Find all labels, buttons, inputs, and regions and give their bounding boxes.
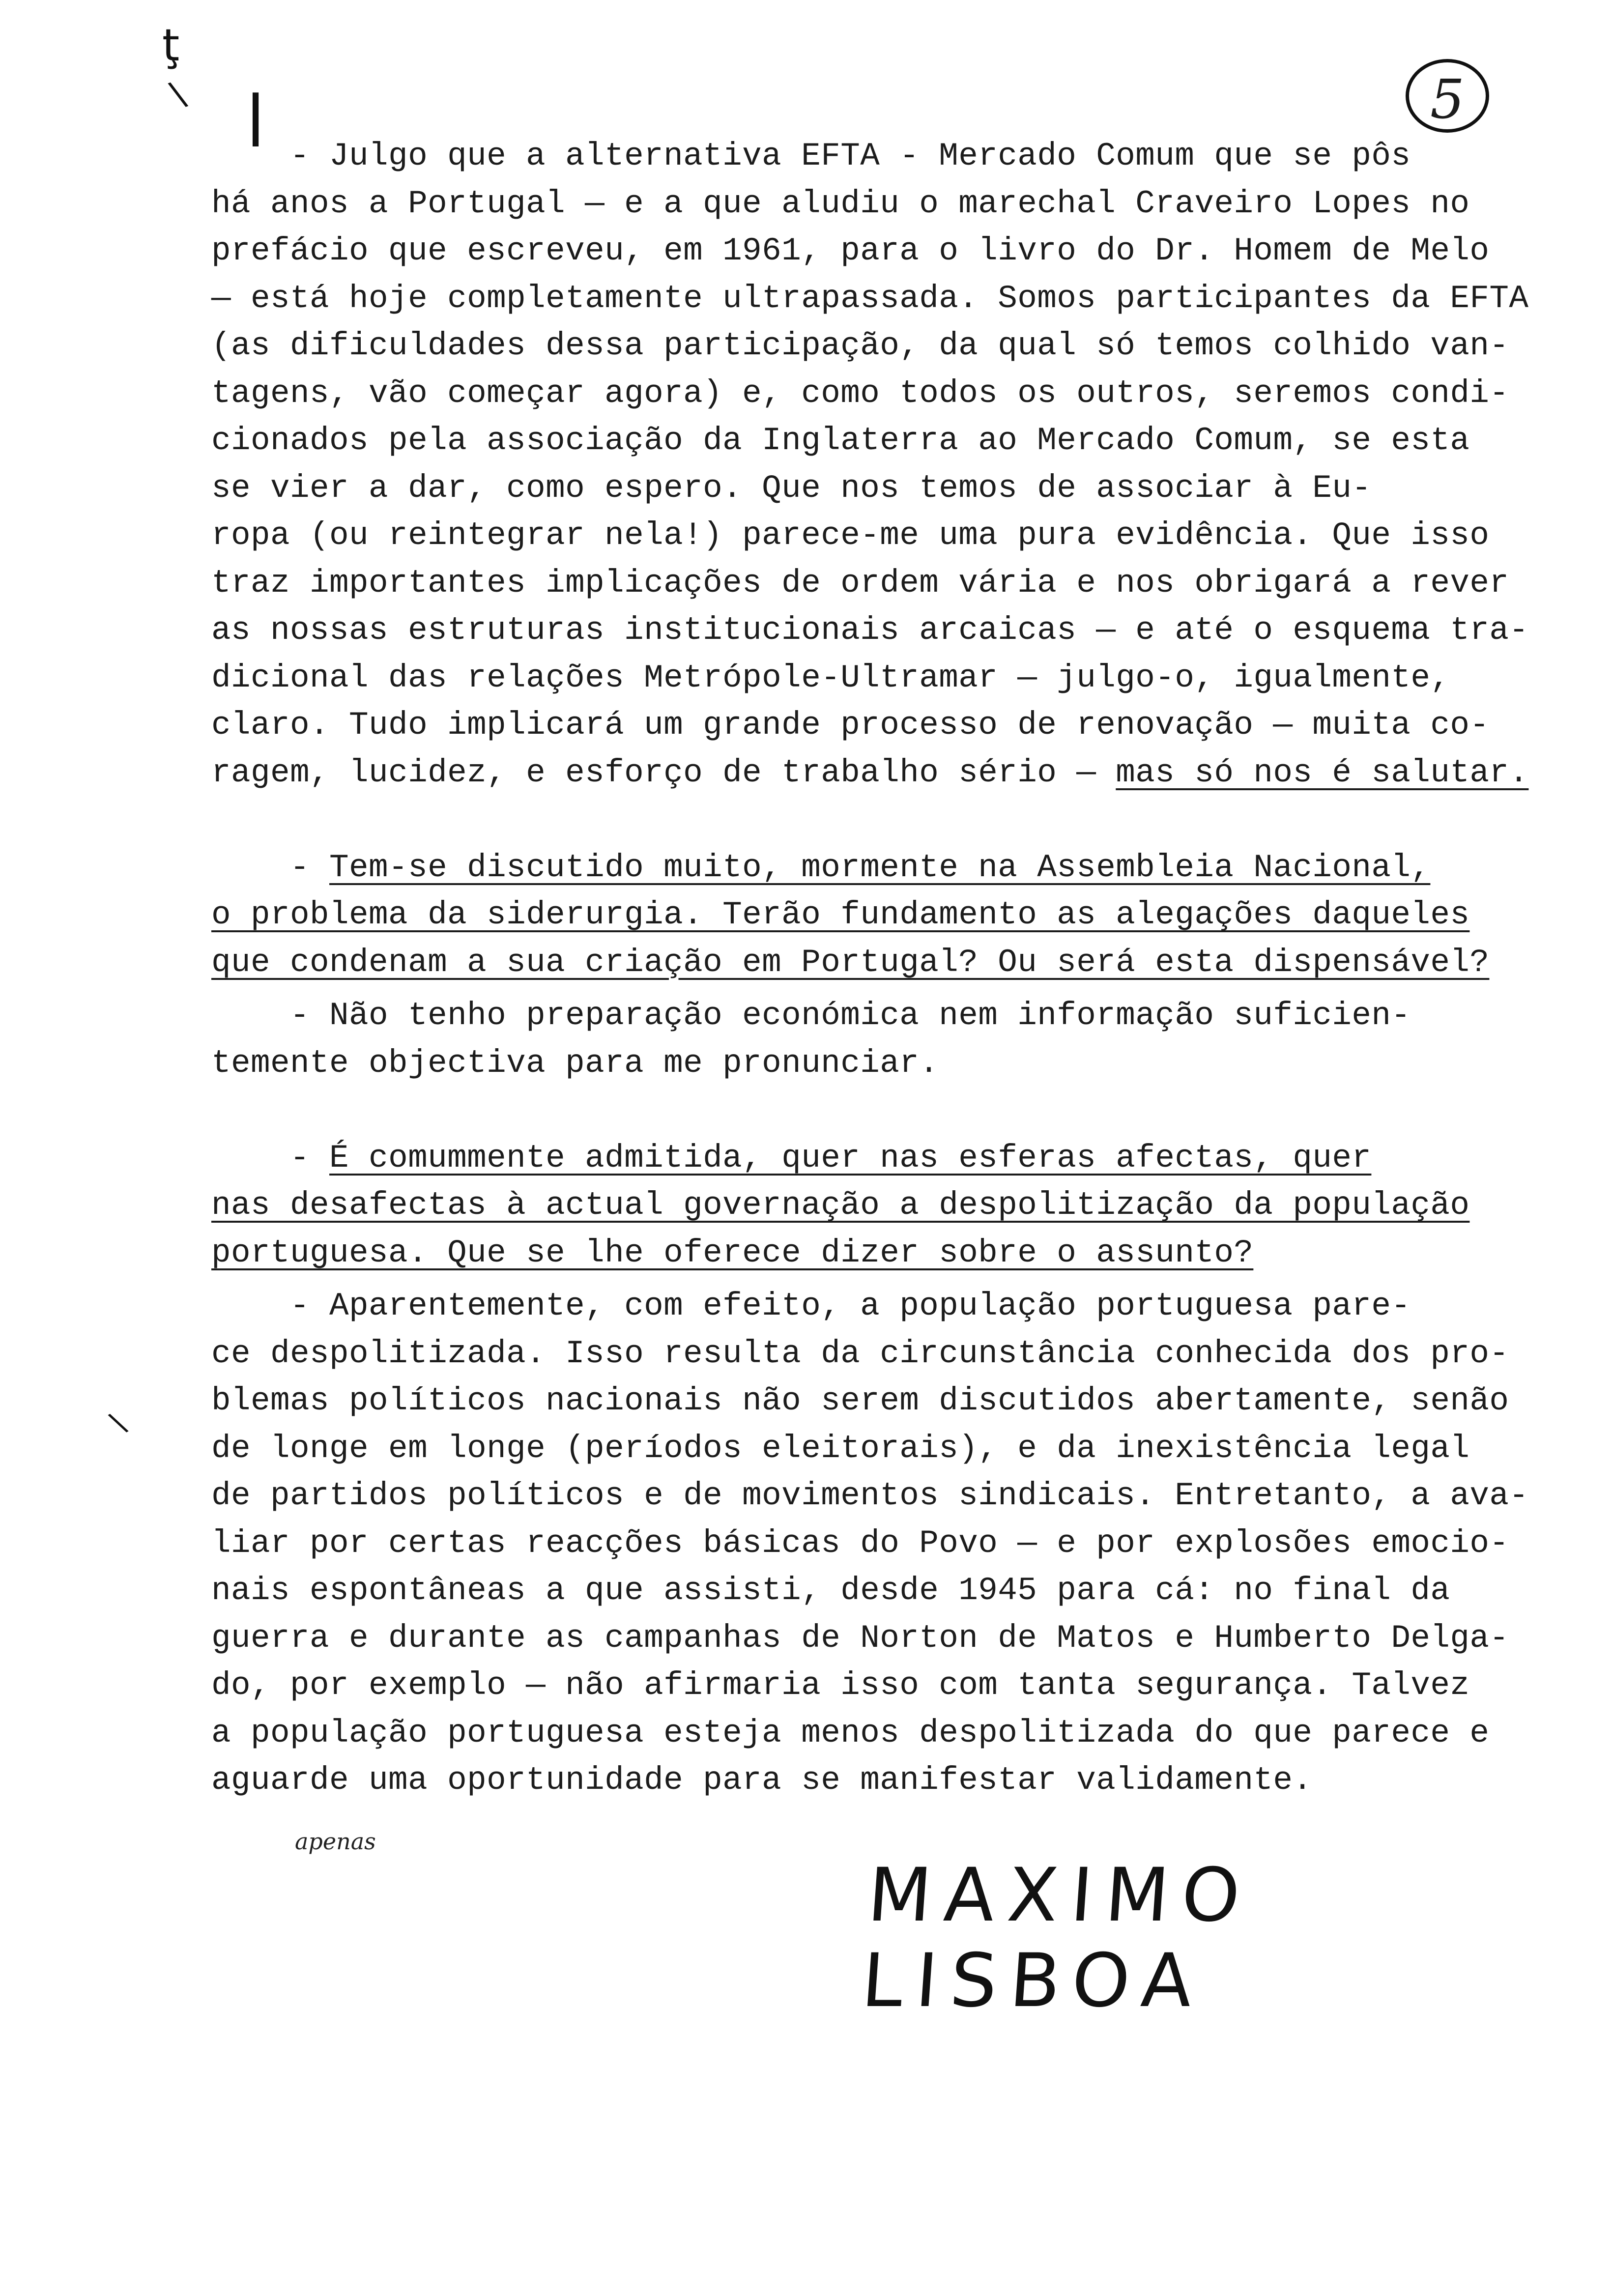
text-line: temente objectiva para me pronunciar. — [211, 1044, 939, 1082]
text-line: liar por certas reacções básicas do Povo — e por explosões emocio- — [211, 1524, 1509, 1562]
text-line: claro. Tudo implicará um grande processo de renovação — muita co- — [211, 707, 1490, 744]
question-line: que condenam a sua criação em Portugal? Ou será esta dispensável? — [211, 944, 1490, 981]
underlined-phrase: mas só nos é salutar. — [1116, 754, 1529, 791]
text-line: do, por exemplo — não afirmaria isso com tanta segurança. Talvez — [211, 1667, 1470, 1704]
document-body — [211, 133, 1568, 1805]
text-line: — está hoje completamente ultrapassada. Somos participantes da EFTA — [211, 280, 1529, 317]
underlined-question: Tem-se discutido muito, mormente na Assembleia Nacional, — [329, 849, 1431, 886]
page-number: 5 — [1406, 59, 1489, 133]
margin-bar-mark: | — [246, 84, 266, 146]
margin-tick-mark: \ — [165, 73, 190, 115]
margin-tick-mark-lower: \ — [105, 1405, 131, 1440]
question-line: nas desafectas à actual governação a despolitização da população — [211, 1187, 1470, 1224]
text-line: dicional das relações Metrópole-Ultramar — julgo-o, igualmente, — [211, 659, 1450, 696]
answer-despolitizacao — [211, 1283, 1568, 1805]
text-line: guerra e durante as campanhas de Norton de Matos e Humberto Delga- — [211, 1619, 1509, 1657]
handwritten-note: apenas — [295, 1828, 376, 1855]
text-line: (as dificuldades dessa participação, da qual só temos colhido van- — [211, 327, 1509, 364]
text-line: há anos a Portugal — e a que aludiu o marechal Craveiro Lopes no — [211, 185, 1470, 222]
question-line: o problema da siderurgia. Terão fundamento as alegações daqueles — [211, 896, 1470, 933]
dash-prefix: - — [211, 849, 330, 886]
text-line: ropa (ou reintegrar nela!) parece-me uma pura evidência. Que isso — [211, 517, 1490, 554]
text-line: aguarde uma oportunidade para se manifestar validamente. — [211, 1762, 1313, 1799]
paragraph-gap — [211, 1087, 1568, 1135]
text-line: de longe em longe (períodos eleitorais), e da inexistência legal — [211, 1430, 1470, 1467]
text-line: cionados pela associação da Inglaterra ao Mercado Comum, se esta — [211, 422, 1470, 459]
text-line: ce despolitizada. Isso resulta da circunstância conhecida dos pro- — [211, 1335, 1509, 1372]
text-line: blemas políticos nacionais não serem discutidos abertamente, senão — [211, 1382, 1509, 1419]
text-line: de partidos políticos e de movimentos sindicais. Entretanto, a ava- — [211, 1477, 1529, 1514]
text-line: prefácio que escreveu, em 1961, para o livro do Dr. Homem de Melo — [211, 232, 1490, 269]
text-line: - Não tenho preparação económica nem informação suficien- — [211, 997, 1411, 1034]
answer-efta — [211, 133, 1568, 797]
question-line — [211, 844, 1568, 892]
text-span: ragem, lucidez, e esforço de trabalho sério — — [211, 754, 1116, 791]
text-line-last — [211, 749, 1568, 797]
answer-siderurgia — [211, 992, 1568, 1087]
margin-hook-mark: ţ — [162, 20, 180, 71]
question-line — [211, 1135, 1568, 1182]
text-line: nais espontâneas a que assisti, desde 1945 para cá: no final da — [211, 1572, 1450, 1609]
text-line: - Aparentemente, com efeito, a população portuguesa pare- — [211, 1288, 1411, 1324]
dash-prefix: - — [211, 1139, 330, 1177]
question-siderurgia — [211, 844, 1568, 987]
question-line: portuguesa. Que se lhe oferece dizer sobre o assunto? — [211, 1234, 1254, 1271]
paragraph-gap — [211, 797, 1568, 844]
text-line: traz importantes implicações de ordem vária e nos obrigará a rever — [211, 564, 1509, 602]
underlined-question: É comummente admitida, quer nas esferas afectas, quer — [329, 1139, 1372, 1177]
text-line: - Julgo que a alternativa EFTA - Mercado Comum que se pôs — [211, 138, 1411, 174]
text-line: a população portuguesa esteja menos despolitizada do que parece e — [211, 1714, 1490, 1751]
question-despolitizacao — [211, 1135, 1568, 1277]
text-line: as nossas estruturas institucionais arcaicas — e até o esquema tra- — [211, 612, 1529, 649]
text-line: se vier a dar, como espero. Que nos temos de associar à Eu- — [211, 469, 1372, 507]
text-line: tagens, vão começar agora) e, como todos os outros, seremos condi- — [211, 374, 1509, 412]
signature: MAXIMO LISBOA — [859, 1853, 1256, 2024]
